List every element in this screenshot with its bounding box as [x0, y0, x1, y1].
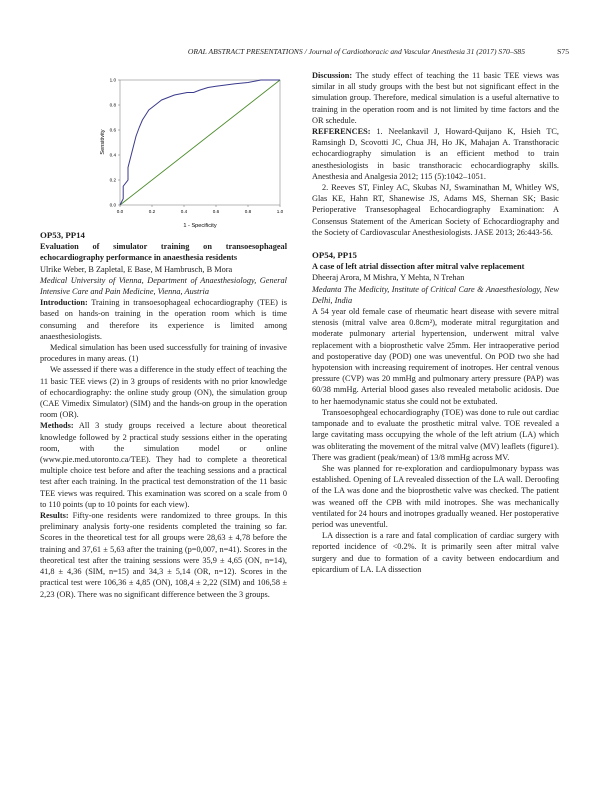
methods-label: Methods:: [40, 421, 74, 431]
abstract1-id: OP53, PP14: [40, 230, 85, 240]
y-tick-label: 1.0: [109, 77, 116, 83]
y-tick-label: 0.0: [109, 202, 116, 208]
x-tick-label: 0.8: [244, 209, 252, 214]
discussion-paragraph: [312, 70, 559, 126]
abstract2-affiliation: Medanta The Medicity, Institute of Critical Care & Anaesthesiology, New Delhi, India: [312, 284, 559, 305]
roc-chart: [40, 70, 287, 230]
reference-1-text: 1. Neelankavil J, Howard-Quijano K, Hsieh TC, Ramsingh D, Scovotti JC, Chua JH, Ho JK, Mahajan A. Transthoracic echocardiography simulation is an efficient method to train anesthesiologists in basic transthoracic echocardiography skills. Anesthesia and Analgesia 2012; 115 (5):1042–1051.: [312, 127, 559, 181]
abstract1-title: Evaluation of simulator training on transoesophageal echocardiography performance in anaesthesia residents: [40, 242, 287, 263]
case-paragraph-3: She was planned for re-exploration and cardiopulmonary bypass was established. Opening of LA revealed dissection of the LA wall. Deroofing of the LA was done and the bioprosthetic valve was checked. The patient was weaned off the CPB with mild inotropes. She was mechanically ventilated for 24 hours and inotropes gradually weaned. Her postoperative period was uneventful.: [312, 463, 559, 529]
introduction-label: Introduction:: [40, 298, 88, 308]
x-axis-label: 1 - Specificity: [183, 223, 217, 229]
introduction-text: Training in transoesophageal echocardiography (TEE) is based on hands-on training in the operation room which is time consuming and therefore its experience is limited among anaesthesiologists.: [40, 298, 287, 341]
case-paragraph-2: Transoesophgeal echocardiography (TOE) was done to rule out cardiac tamponade and to evaluate the prosthetic mitral valve. TOE revealed a large cavitating mass occupying the whole of the left atrium (LA) which was obliterating the movement of the mitral valve (MV) leaflets (figure1). There was gradient (peak/mean) of 13/8 mmHg across MV.: [312, 407, 559, 462]
left-column: [40, 70, 287, 600]
y-tick-label: 0.2: [109, 177, 116, 183]
x-tick-label: 1.0: [276, 209, 284, 214]
right-column: [312, 70, 559, 575]
results-text: Fifty-one residents were randomized to three groups. In this preliminary analysis forty-one residents completed the training so far. Scores in the theoretical test for all groups were 28,63 ± 4,78 before the training and 37,61 ± 5,63 after the training (p=0,007, n=41). Scores in the theoretical test after the training sessions were 35,9 ± 4,65 (ON, n=14), 41,8 ± 4,36 (SIM, n=15) and 34,3 ± 5,14 (OR, n=12). Scores in the practical test were 106,36 ± 4,85 (ON), 108,4 ± 2,22 (SIM) and 106,58 ± 2,23 (OR). There was no significant difference between the 3 groups.: [40, 511, 287, 599]
discussion-label: Discussion:: [312, 71, 353, 80]
methods-text: All 3 study groups received a lecture about theoretical knowledge followed by 2 practical study sessions either in the operating room, with the simulation model or online (www.pie.med.utoronto.ca/TEE). They had to complete a theoretical multiple choice test before and after the teaching sessions and a practical test after each training. In the practical test demonstration of the 11 basic TEE views was required. This examination was scored on a scale from 0 to 110 points (up to 10 points for each view).: [40, 421, 287, 509]
abstract2-authors: Dheeraj Arora, M Mishra, Y Mehta, N Trehan: [312, 273, 465, 283]
running-header: [0, 47, 595, 59]
references-label: REFERENCES:: [312, 127, 371, 137]
page-number: S75: [557, 47, 569, 56]
abstract2-id: OP54, PP15: [312, 250, 357, 261]
x-tick-label: 0.6: [212, 209, 220, 214]
running-title: ORAL ABSTRACT PRESENTATIONS / Journal of Cardiothoracic and Vascular Anesthesia 31 (2017) S70–S85: [187, 47, 525, 56]
results-paragraph: [40, 510, 287, 600]
abstract1-authors: Ulrike Weber, B Zapletal, E Base, M Hambrusch, B Mora: [40, 264, 233, 274]
results-label: Results:: [40, 511, 69, 521]
methods-paragraph: [40, 420, 287, 510]
reference-2: 2. Reeves ST, Finley AC, Skubas NJ, Swaminathan M, Whitley WS, Glas KE, Hahn RT, Shanewise JS, Adams MS, Shernan SK; Basic Perioperative Transesophageal Echocardiography Examination: A Consensus Statement of the American Society of Echocardiography and the Society of Cardiovascular Anesthesiologists. JASE 2013; 26:443-56.: [312, 183, 559, 237]
reference-1: [312, 126, 559, 182]
abstract1-affiliation: Medical University of Vienna, Department of Anaesthesiology, General Intensive Care and Pain Medicine, Vienna, Austria: [40, 275, 287, 297]
y-tick-label: 0.6: [109, 127, 116, 133]
y-tick-label: 0.8: [109, 102, 116, 108]
x-tick-label: 0.2: [148, 209, 156, 214]
abstract2-title: A case of left atrial dissection after mitral valve replacement: [312, 262, 525, 272]
y-tick-label: 0.4: [109, 152, 116, 158]
discussion-text: The study effect of teaching the 11 basic TEE views was similar in all study groups with the best but not significant effect in the simulation group. Therefore, medical simulation is a useful alternative to training in the operation room and is not limited by time factors and the OR schedule.: [312, 71, 559, 125]
introduction-paragraph: [40, 297, 287, 342]
x-tick-label: 0.4: [180, 209, 188, 214]
case-paragraph-1: A 54 year old female case of rheumatic heart disease with severe mitral stenosis (mitral valve area 0.8cm²), moderate mitral regurgitation and moderate pulmonary arterial hypertension, underwent mitral valve replacement with a bioprosthetic valve 25mm. Her intraoperative period and postoperative day (POD) one was uneventful. On POD two she had hypotension with increasing requirement of inotropes. Her central venous pressure (CVP) was 20 mmHg and pulmonary artery pressure (PAP) was 60/38 mmHg. Arterial blood gases also revealed metabolic acidosis. Due to her haemodynamic status she could not be extubated.: [312, 307, 559, 406]
case-paragraph-4: LA dissection is a rare and fatal complication of cardiac surgery with reported incidence of <0.2%. It is primarily seen after mitral valve surgery and due to formation of a cavity between endocardium and epicardium of LA. LA dissection: [312, 531, 559, 574]
introduction-paragraph-2: Medical simulation has been used successfully for training of invasive procedures in many areas. (1): [40, 343, 287, 364]
roc-chart-svg: [40, 70, 287, 230]
introduction-paragraph-3: We assessed if there was a difference in the study effect of teaching the 11 basic TEE views (2) in 3 groups of residents with no prior knowledge of echocardiography: the online study group (ON), the simulation group (CAE Vimedix Simulator) (SIM) and the hands-on group in the operation room (OR).: [40, 365, 287, 420]
y-axis-label: Sensitivity: [100, 129, 106, 155]
x-tick-label: 0.0: [116, 209, 124, 214]
